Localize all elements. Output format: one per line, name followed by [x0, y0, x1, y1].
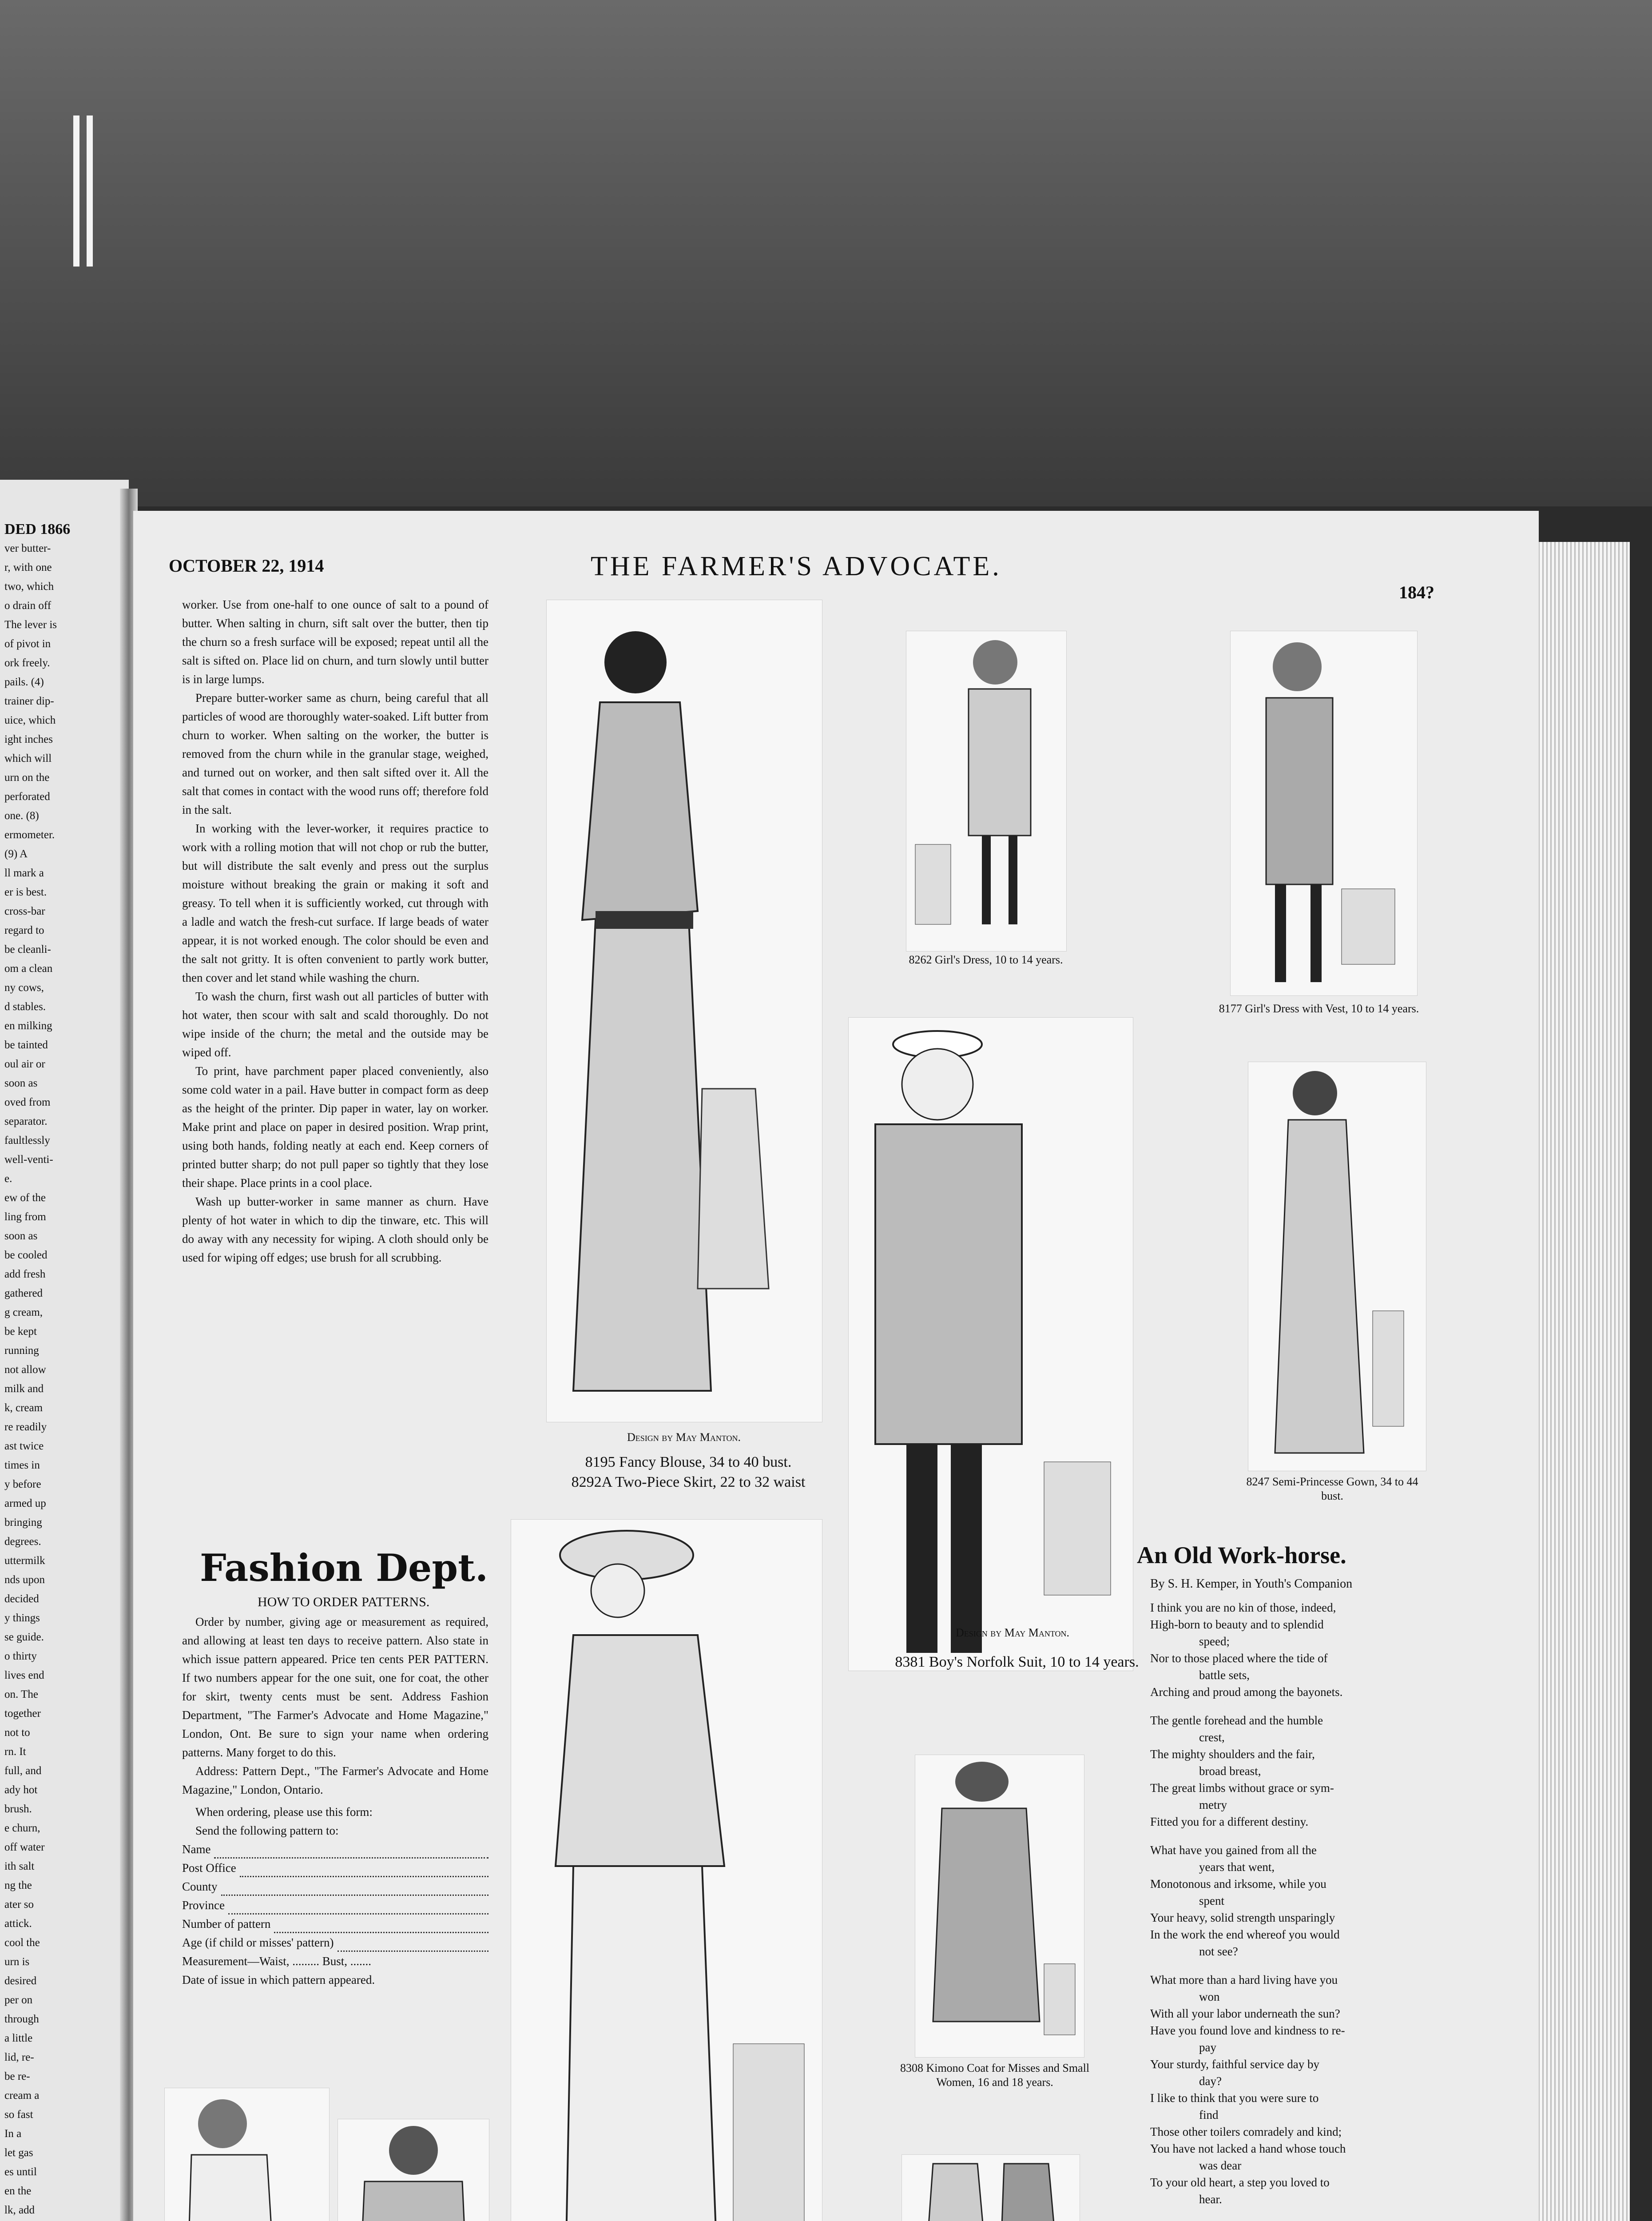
poem-stanza [1150, 2219, 1470, 2221]
form-intro: When ordering, please use this form: [195, 1805, 373, 1819]
fashion-subheading: HOW TO ORDER PATTERNS. [258, 1595, 430, 1609]
poem-line: I like to think that you were sure to [1150, 2091, 1319, 2105]
poem-line: pay [1199, 2041, 1216, 2054]
left-fragment-line: trainer dip- [4, 695, 54, 707]
girl-figure-icon [165, 2088, 329, 2221]
left-fragment-line: armed up [4, 1497, 46, 1509]
form-label: Name [182, 1843, 211, 1856]
left-fragment-line: add fresh [4, 1268, 46, 1280]
scanner-marks [73, 115, 100, 267]
woman-figure-icon [547, 600, 822, 1422]
woman-figure-icon [338, 2119, 489, 2221]
left-fragment-line: y before [4, 1478, 41, 1490]
left-fragment-line: together [4, 1708, 41, 1719]
left-fragment-line: off water [4, 1841, 45, 1853]
fashion-paragraph: Address: Pattern Dept., "The Farmer's Advocate and Home Magazine," London, Ontario. [182, 1764, 488, 1796]
left-fragment-line: lid, re- [4, 2051, 34, 2063]
form-dots [274, 1920, 488, 1933]
poem-stanza [1150, 1712, 1470, 1830]
left-fragment-line: not allow [4, 1364, 46, 1376]
left-fragment-line: o drain off [4, 600, 52, 612]
left-fragment-line: faultlessly [4, 1134, 50, 1146]
skirt-icon [902, 2155, 1080, 2221]
left-fragment-line: ermometer. [4, 829, 55, 841]
form-label: County [182, 1880, 218, 1893]
left-fragment-line: es until [4, 2166, 37, 2178]
woman-figure-icon [915, 1755, 1084, 2057]
left-fragment-line: en the [4, 2185, 32, 2197]
left-fragment-line: cool the [4, 1937, 40, 1949]
left-fragment-line: ver butter- [4, 542, 51, 554]
form-label: Number of pattern [182, 1917, 271, 1930]
caption-8292a: 8292A Two-Piece Skirt, 22 to 32 waist [571, 1474, 806, 1490]
poem-line: hear. [1199, 2193, 1222, 2206]
form-province-field[interactable] [182, 1896, 488, 1915]
poem-line: spent [1199, 1894, 1224, 1907]
left-fragment-line: re readily [4, 1421, 47, 1433]
illustration-blouse-yoke [338, 2119, 489, 2221]
left-fragment-line: be tainted [4, 1039, 48, 1051]
poem-line: You have not lacked a hand whose touch [1150, 2142, 1346, 2155]
poem-line: The great limbs without grace or sym- [1150, 1781, 1334, 1795]
poem-body [1150, 1599, 1470, 2221]
design-credit: Design by May Manton. [955, 1626, 1070, 1639]
form-dots [221, 1883, 488, 1896]
left-fragment-line: uice, which [4, 714, 56, 726]
issue-date: OCTOBER 22, 1914 [169, 556, 324, 576]
left-fragment-line: running [4, 1345, 39, 1357]
poem-line: What more than a hard living have you [1150, 1973, 1338, 1986]
poem-line: was dear [1199, 2159, 1242, 2172]
poem-line: battle sets, [1199, 1668, 1250, 1682]
illustration-fancy-blouse-skirt [546, 600, 822, 1422]
left-fragment-line: soon as [4, 1230, 38, 1242]
left-fragment-line: on. The [4, 1688, 38, 1700]
poem-line: I think you are no kin of those, indeed, [1150, 1601, 1336, 1614]
form-dots [228, 1902, 488, 1915]
article-paragraph: Wash up butter-worker in same manner as churn. Have plenty of hot water in which to dip the tinware, etc. This will do away with any necessity for wiping. A cloth should only be used for wiping off edges; use brush for all scrubbing. [182, 1195, 488, 1264]
illustration-girls-dress-8262 [906, 631, 1067, 951]
poem-line: What have you gained from all the [1150, 1843, 1317, 1857]
left-fragment-line: let gas [4, 2147, 33, 2159]
left-fragment-line: ew of the [4, 1192, 46, 1204]
article-paragraph: In working with the lever-worker, it requires practice to work with a rolling motion that will not chop or rub the butter, but will distribute the salt evenly and press out the surplus moisture without breaking the grain or making it soft and greasy. To tell when it is sufficiently worked, cut through with a ladle and watch the fresh-cut surface. If large beads of water appear, it is not worked enough. The color should be even and the salt not gritty. It is often convenient to partly work butter, then cover and let stand while washing the churn. [182, 822, 488, 984]
left-fragment-line: lk, add [4, 2204, 35, 2216]
poem-line: broad breast, [1199, 1764, 1261, 1778]
poem-line: not see? [1199, 1945, 1238, 1958]
form-label: Date of issue in which pattern appeared. [182, 1973, 375, 1986]
left-fragment-line: be cleanli- [4, 943, 51, 955]
article-paragraph: To print, have parchment paper placed conveniently, also some cold water in a pail. Have butter in compact form as deep as the height of the printer. Dip paper in water, lay on worker. Make print and place on paper in desired position. Wrap print, using both hands, folding neatly at each end. Keep corners of printed butter sharp; do not pull paper so tightly that they lose their shape. Place prints in a cool place. [182, 1064, 488, 1190]
left-fragment-line: degrees. [4, 1536, 41, 1548]
poem-line: speed; [1199, 1635, 1230, 1648]
poem-line: To your old heart, a step you loved to [1150, 2176, 1330, 2189]
boy-figure-icon [849, 1018, 1133, 1671]
illustration-semi-princesse-gown [1248, 1062, 1426, 1471]
left-fragment-line: soon as [4, 1077, 38, 1089]
poem-title: An Old Work-horse. [1137, 1542, 1346, 1568]
poem-line: crest, [1199, 1731, 1225, 1744]
left-fragment-line: lives end [4, 1669, 44, 1681]
left-fragment-line: be kept [4, 1325, 37, 1337]
poem-line: metry [1199, 1798, 1227, 1811]
form-label: Age (if child or misses' pattern) [182, 1936, 334, 1949]
form-measurement-field[interactable] [182, 1952, 488, 1970]
left-fragment-line: milk and [4, 1383, 44, 1395]
left-fragment-line: a little [4, 2032, 33, 2044]
fashion-instructions [182, 1612, 488, 1989]
woman-figure-icon [511, 1520, 822, 2221]
left-fragment-line: se guide. [4, 1631, 44, 1643]
left-fragment-line: not to [4, 1727, 30, 1739]
left-fragment-line: rn. It [4, 1746, 26, 1758]
poem-line: Fitted you for a different destiny. [1150, 1815, 1309, 1828]
left-fragment-line: attick. [4, 1918, 32, 1930]
caption-8308: 8308 Kimono Coat for Misses and Small Women, 16 and 18 years. [900, 2062, 1090, 2089]
left-fragment-line: e. [4, 1173, 12, 1185]
left-fragment-line: desired [4, 1975, 37, 1987]
form-send: Send the following pattern to: [195, 1824, 339, 1837]
left-fragment-line: er is best. [4, 886, 47, 898]
left-fragment-line: be cooled [4, 1249, 48, 1261]
illustration-kimono-coat-skirt [511, 1519, 822, 2221]
left-fragment-line: well-venti- [4, 1154, 53, 1166]
form-label: Province [182, 1899, 225, 1912]
left-fragment-line: so fast [4, 2109, 33, 2121]
page-number: 184? [1399, 582, 1434, 602]
left-fragment-line: ater so [4, 1899, 34, 1911]
left-fragment-line: In a [4, 2128, 22, 2140]
left-fragment-line: two, which [4, 581, 54, 593]
form-date-field[interactable] [182, 1970, 488, 1989]
poem-stanza [1150, 1971, 1470, 2208]
left-fragment-line: k, cream [4, 1402, 43, 1414]
illustration-girls-dress-8177 [1230, 631, 1418, 996]
form-label: Measurement—Waist, ......... Bust, ....... [182, 1954, 372, 1968]
poem-line: find [1199, 2108, 1219, 2121]
form-age-field[interactable] [182, 1933, 488, 1952]
left-fragment-line: urn on the [4, 772, 50, 784]
poem-line: Those other toilers comradely and kind; [1150, 2125, 1342, 2138]
left-fragment-line: urn is [4, 1956, 30, 1968]
page-edges [1528, 542, 1630, 2221]
left-fragment-line: be re- [4, 2070, 30, 2082]
left-fragment-line: d stables. [4, 1001, 46, 1013]
left-fragment-line: ling from [4, 1211, 46, 1223]
left-fragment-line: en milking [4, 1020, 52, 1032]
poem-stanza [1150, 1599, 1470, 1700]
form-county-field[interactable] [182, 1877, 488, 1896]
left-fragment-line: perforated [4, 791, 50, 803]
left-fragment-line: ast twice [4, 1440, 44, 1452]
illustration-kimono-coat-8308 [915, 1755, 1084, 2058]
left-fragment-line: uttermilk [4, 1555, 45, 1567]
left-fragment-line: (9) A [4, 848, 28, 860]
form-post-office-field[interactable] [182, 1859, 488, 1877]
background-top [0, 0, 1652, 506]
left-fragment-line: pails. (4) [4, 676, 44, 688]
illustration-boys-norfolk-suit [848, 1017, 1133, 1671]
form-label: Post Office [182, 1861, 236, 1875]
illustration-girls-dress-bloomers [164, 2088, 330, 2221]
butter-article [182, 595, 488, 1267]
caption-8247: 8247 Semi-Princesse Gown, 34 to 44 bust. [1246, 1475, 1418, 1502]
left-fragment-line: regard to [4, 924, 44, 936]
left-fragment-line: decided [4, 1593, 39, 1605]
left-fragment-line: bringing [4, 1516, 42, 1528]
left-fragment-line: ny cows, [4, 982, 44, 994]
poem-byline: By S. H. Kemper, in Youth's Companion [1150, 1577, 1353, 1591]
poem-line [1150, 2219, 1470, 2221]
girl-figure-icon [906, 631, 1066, 951]
form-dots [214, 1846, 488, 1859]
left-fragment-line: full, and [4, 1765, 42, 1777]
left-fragment-line: ork freely. [4, 657, 50, 669]
left-fragment-line: g cream, [4, 1306, 43, 1318]
left-fragment-line: per on [4, 1994, 33, 2006]
form-name-field[interactable] [182, 1840, 488, 1859]
left-fragment-line: DED 1866 [4, 521, 71, 537]
caption-8262: 8262 Girl's Dress, 10 to 14 years. [909, 953, 1063, 966]
left-fragment-line: brush. [4, 1803, 32, 1815]
poem-line: Your sturdy, faithful service day by [1150, 2058, 1319, 2071]
left-fragment-line: nds upon [4, 1574, 45, 1586]
form-pattern-number-field[interactable] [182, 1915, 488, 1933]
left-fragment-line: ng the [4, 1879, 32, 1891]
poem-line: In the work the end whereof you would [1150, 1928, 1340, 1941]
left-fragment-line: which will [4, 752, 52, 764]
left-fragment-line: times in [4, 1459, 40, 1471]
caption-8381: 8381 Boy's Norfolk Suit, 10 to 14 years. [895, 1654, 1139, 1670]
fashion-paragraph: Order by number, giving age or measurement as required, and allowing at least ten days to receive pattern. Also state in which issue pattern appeared. Price ten cents PER PATTERN. If two numbers appear for the one suit, one for coat, the other for skirt, twenty cents must be sent. Address Fashion Department, "The Farmer's Advocate and Home Magazine," London, Ont. Be sure to sign your name when ordering patterns. Many forget to do this. [182, 1615, 488, 1759]
left-fragment-line: y things [4, 1612, 40, 1624]
left-fragment-line: separator. [4, 1115, 48, 1127]
poem-line: Arching and proud among the bayonets. [1150, 1685, 1343, 1699]
illustration-two-piece-skirt-8412 [901, 2154, 1080, 2221]
poem-line: day? [1199, 2074, 1222, 2088]
left-fragment-line: oved from [4, 1096, 51, 1108]
left-fragment-line: through [4, 2013, 39, 2025]
caption-8177: 8177 Girl's Dress with Vest, 10 to 14 years. [1219, 1002, 1419, 1015]
poem-line: Monotonous and irksome, while you [1150, 1877, 1326, 1891]
left-fragment-line: gathered [4, 1287, 43, 1299]
left-fragment-line: of pivot in [4, 638, 51, 650]
left-fragment-line: ith salt [4, 1860, 35, 1872]
poem-line: years that went, [1199, 1860, 1275, 1874]
fashion-heading: Fashion Dept. [200, 1546, 488, 1590]
poem-line: Nor to those placed where the tide of [1150, 1652, 1328, 1665]
left-fragment-line: ll mark a [4, 867, 44, 879]
left-fragment-line: o thirty [4, 1650, 37, 1662]
poem-line: Your heavy, solid strength unsparingly [1150, 1911, 1335, 1924]
design-credit: Design by May Manton. [627, 1431, 741, 1444]
left-fragment-line: e churn, [4, 1822, 40, 1834]
poem-line: High-born to beauty and to splendid [1150, 1618, 1324, 1631]
article-paragraph: worker. Use from one-half to one ounce of salt to a pound of butter. When salting in churn, sift salt over the butter, then tip the churn so a fresh surface will be exposed; repeat until all the salt is sifted on. Place lid on churn, and turn slowly until butter is in large lumps. [182, 598, 488, 686]
caption-8195: 8195 Fancy Blouse, 34 to 40 bust. [585, 1454, 792, 1470]
left-fragment-line: ady hot [4, 1784, 38, 1796]
left-fragment-line: om a clean [4, 963, 53, 975]
woman-figure-icon [1248, 1062, 1426, 1471]
poem-line: won [1199, 1990, 1220, 2003]
poem-line: The mighty shoulders and the fair, [1150, 1747, 1315, 1761]
poem-line: With all your labor underneath the sun? [1150, 2007, 1340, 2020]
masthead-title: THE FARMER'S ADVOCATE. [591, 551, 1002, 581]
left-fragment-line: r, with one [4, 561, 52, 573]
left-fragment-line: cream a [4, 2090, 40, 2102]
poem-line: The gentle forehead and the humble [1150, 1714, 1323, 1727]
left-fragment-line: oul air or [4, 1058, 45, 1070]
left-fragment-line: one. (8) [4, 810, 39, 822]
left-fragment-line: The lever is [4, 619, 57, 631]
left-page-fragment [0, 480, 129, 2221]
left-fragment-line: cross-bar [4, 905, 45, 917]
left-fragment-line: ight inches [4, 733, 53, 745]
article-paragraph: To wash the churn, first wash out all particles of butter with hot water, then scour with salt and scald thoroughly. Do not wipe inside of the churn; the metal and the outside may be wiped off. [182, 990, 488, 1059]
form-dots [338, 1939, 488, 1952]
girl-figure-icon [1231, 631, 1417, 995]
form-dots [240, 1864, 488, 1877]
poem-stanza [1150, 1842, 1470, 1960]
poem-line: Have you found love and kindness to re- [1150, 2024, 1345, 2037]
article-paragraph: Prepare butter-worker same as churn, being careful that all particles of wood are thoroughly water-soaked. Lift butter from churn to worker. When salting on the worker, the butter is removed from the churn while in the granular stage, weighed, and turned out on worker, and then salt sifted over it. All the salt that comes in contact with the wood runs off; therefore fold in the salt. [182, 691, 488, 816]
